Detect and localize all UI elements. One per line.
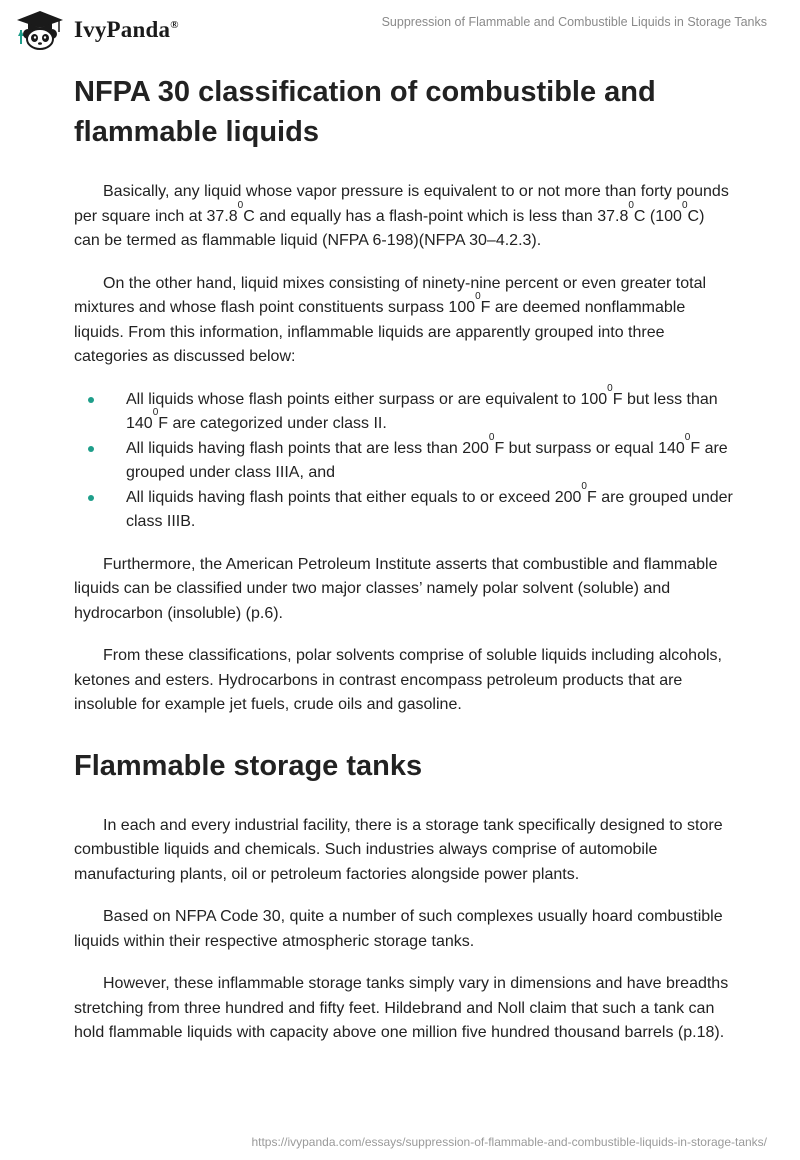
classification-list bbox=[74, 382, 734, 535]
section-heading: Flammable storage tanks bbox=[74, 749, 423, 782]
degree-mark: 0 bbox=[607, 382, 613, 394]
degree-mark: 0 bbox=[488, 431, 495, 443]
document-title: Suppression of Flammable and Combustible Liquids in Storage Tanks bbox=[381, 15, 767, 29]
degree-mark: 0 bbox=[152, 407, 159, 418]
degree-mark: 0 bbox=[681, 199, 688, 211]
paragraph: However, these inflammable storage tanks simply vary in dimensions and have breadths stretching from three hundred and fifty feet. Hildebrand and Noll claim that such a tank can hold flammable liquids with capacity above one million five hundred thousand barrels (p.18). bbox=[74, 975, 729, 1041]
list-item bbox=[74, 480, 734, 535]
paragraph: Based on NFPA Code 30, quite a number of such complexes usually hoard combustible liquids within their respective atmospheric storage tanks. bbox=[74, 908, 723, 950]
degree-mark: 0 bbox=[475, 291, 481, 302]
degree-mark: 0 bbox=[237, 199, 244, 211]
paragraph: In each and every industrial facility, there is a storage tank specifically designed to store combustible liquids and chemicals. Such industries always comprise of automobile manufacturing plants, oil or petroleum factories alongside power plants. bbox=[74, 816, 723, 883]
section-heading: NFPA 30 classification of combustible and flammable liquids bbox=[74, 76, 656, 148]
paragraph: Basically, any liquid whose vapor pressure is equivalent to or not more than forty pounds per square inch at 37.8$^0$C and equally has a flash-point which is less than 37.8$^0$C $(100^0C)$ can be termed as flammable liquid (NFPA 6-198)(NFPA 30–4.2.3). bbox=[74, 183, 729, 249]
degree-mark: 0 bbox=[628, 199, 634, 211]
list-item-text: All liquids having flash points that are less than $200^0F$ but surpass or equal $140^0F$ are grouped under class IIIA, and bbox=[126, 431, 728, 481]
paragraph: From these classifications, polar solvents comprise of soluble liquids including alcohols, ketones and esters. Hydrocarbons in contrast encompass petroleum products that are insoluble for example jet fuels, crude oils and gasoline. bbox=[74, 647, 722, 713]
bullet-icon bbox=[88, 397, 94, 403]
source-url[interactable]: https://ivypanda.com/essays/suppression-of-flammable-and-combustible-liquids-in-storage-tanks/ bbox=[251, 1135, 767, 1149]
page-header bbox=[0, 0, 800, 60]
panda-graduate-icon bbox=[14, 10, 66, 50]
list-item-text: All liquids whose flash points either surpass or are equivalent to $100^0F$ but less than $140^0F$ are categorized under class II. bbox=[126, 382, 718, 432]
list-item bbox=[74, 382, 734, 437]
degree-mark: 0 bbox=[684, 431, 691, 443]
bullet-icon bbox=[88, 446, 94, 452]
ivypanda-logo[interactable] bbox=[14, 10, 179, 50]
article-body bbox=[74, 70, 734, 1046]
brand-name: IvyPanda® bbox=[74, 17, 179, 42]
list-item bbox=[74, 431, 734, 486]
list-item-text: All liquids having flash points that either equals to or exceed $200^0F$ are grouped under class IIIB. bbox=[126, 480, 733, 530]
bullet-icon bbox=[88, 495, 94, 501]
paragraph: Furthermore, the American Petroleum Institute asserts that combustible and flammable liquids can be classified under two major classes’ namely polar solvent (soluble) and hydrocarbon (insoluble) (p.6). bbox=[74, 555, 718, 622]
paragraph: On the other hand, liquid mixes consisting of ninety-nine percent or even greater total mixtures and whose flash point constituents surpass $100^0F$ are deemed nonflammable liquids. From this information, inflammable liquids are apparently grouped into three categories as discussed below: bbox=[74, 274, 707, 365]
degree-mark: 0 bbox=[581, 480, 587, 492]
